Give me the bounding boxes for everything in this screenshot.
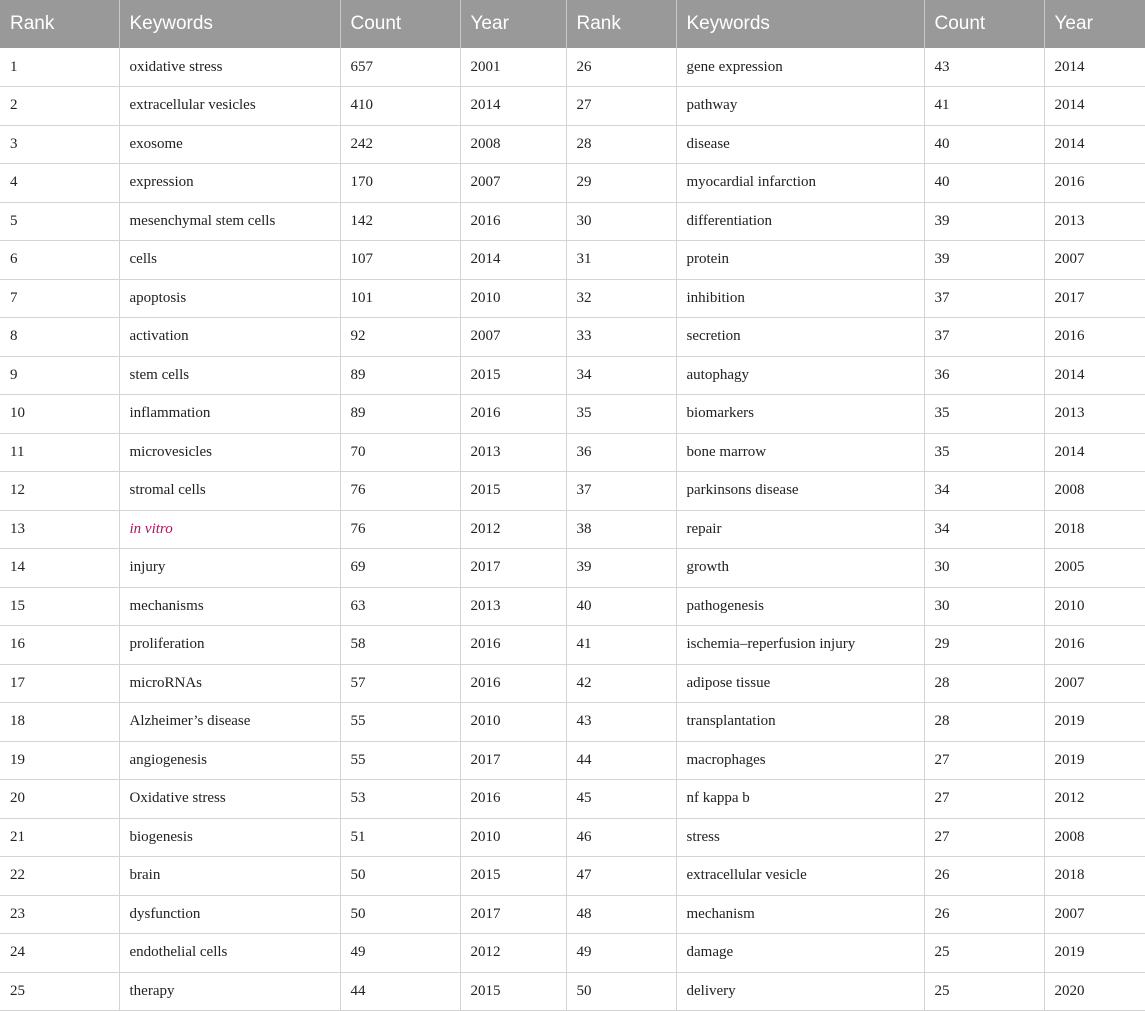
- cell-keyword-2: growth: [676, 549, 924, 588]
- cell-rank: 5: [0, 202, 119, 241]
- cell-year-2: 2013: [1044, 202, 1145, 241]
- cell-rank-2: 32: [566, 279, 676, 318]
- cell-rank-2: 37: [566, 472, 676, 511]
- cell-year-2: 2020: [1044, 972, 1145, 1011]
- cell-rank: 18: [0, 703, 119, 742]
- cell-year: 2013: [460, 433, 566, 472]
- cell-count: 657: [340, 48, 460, 87]
- cell-rank: 13: [0, 510, 119, 549]
- cell-keyword: brain: [119, 857, 340, 896]
- table-row: [0, 433, 1145, 472]
- cell-count-2: 40: [924, 164, 1044, 203]
- cell-year: 2010: [460, 818, 566, 857]
- table-row: [0, 857, 1145, 896]
- cell-rank: 12: [0, 472, 119, 511]
- cell-year-2: 2013: [1044, 395, 1145, 434]
- table-row: [0, 818, 1145, 857]
- cell-year: 2016: [460, 780, 566, 819]
- cell-year-2: 2007: [1044, 241, 1145, 280]
- cell-year: 2015: [460, 972, 566, 1011]
- cell-year: 2015: [460, 857, 566, 896]
- cell-keyword: mesenchymal stem cells: [119, 202, 340, 241]
- cell-count: 51: [340, 818, 460, 857]
- table-row: [0, 741, 1145, 780]
- cell-count-2: 35: [924, 433, 1044, 472]
- table-row: [0, 472, 1145, 511]
- cell-year-2: 2014: [1044, 87, 1145, 126]
- cell-count-2: 34: [924, 510, 1044, 549]
- header-year: Year: [460, 0, 566, 48]
- cell-count-2: 30: [924, 587, 1044, 626]
- cell-year: 2017: [460, 895, 566, 934]
- cell-count-2: 30: [924, 549, 1044, 588]
- cell-year-2: 2018: [1044, 510, 1145, 549]
- cell-year: 2016: [460, 664, 566, 703]
- cell-year-2: 2014: [1044, 48, 1145, 87]
- cell-count: 50: [340, 857, 460, 896]
- cell-rank: 4: [0, 164, 119, 203]
- table-row: [0, 703, 1145, 742]
- cell-count: 55: [340, 741, 460, 780]
- cell-count-2: 27: [924, 741, 1044, 780]
- cell-count: 53: [340, 780, 460, 819]
- cell-count: 57: [340, 664, 460, 703]
- cell-keyword-2: biomarkers: [676, 395, 924, 434]
- cell-keyword: Alzheimer’s disease: [119, 703, 340, 742]
- table-row: [0, 395, 1145, 434]
- cell-keyword-2: macrophages: [676, 741, 924, 780]
- cell-year-2: 2010: [1044, 587, 1145, 626]
- table-row: [0, 202, 1145, 241]
- cell-rank-2: 40: [566, 587, 676, 626]
- cell-rank: 11: [0, 433, 119, 472]
- table-row: [0, 164, 1145, 203]
- cell-keyword: expression: [119, 164, 340, 203]
- cell-keyword: biogenesis: [119, 818, 340, 857]
- header-row: [0, 0, 1145, 48]
- cell-keyword: activation: [119, 318, 340, 357]
- cell-keyword: inflammation: [119, 395, 340, 434]
- cell-year: 2015: [460, 356, 566, 395]
- cell-rank-2: 29: [566, 164, 676, 203]
- header-rank: Rank: [10, 13, 55, 34]
- cell-rank-2: 36: [566, 433, 676, 472]
- cell-count-2: 41: [924, 87, 1044, 126]
- cell-count: 58: [340, 626, 460, 665]
- cell-keyword: proliferation: [119, 626, 340, 665]
- cell-count-2: 37: [924, 279, 1044, 318]
- cell-keyword-2: mechanism: [676, 895, 924, 934]
- cell-rank: 2: [0, 87, 119, 126]
- cell-count: 76: [340, 472, 460, 511]
- table-row: [0, 510, 1145, 549]
- cell-count: 101: [340, 279, 460, 318]
- cell-rank: 10: [0, 395, 119, 434]
- cell-year-2: 2018: [1044, 857, 1145, 896]
- cell-rank-2: 41: [566, 626, 676, 665]
- cell-year: 2012: [460, 934, 566, 973]
- cell-rank: 7: [0, 279, 119, 318]
- cell-rank: 15: [0, 587, 119, 626]
- cell-year-2: 2016: [1044, 626, 1145, 665]
- cell-count-2: 27: [924, 818, 1044, 857]
- cell-rank: 25: [0, 972, 119, 1011]
- cell-rank-2: 39: [566, 549, 676, 588]
- cell-rank-2: 44: [566, 741, 676, 780]
- cell-year: 2016: [460, 395, 566, 434]
- cell-count-2: 34: [924, 472, 1044, 511]
- cell-keyword-2: gene expression: [676, 48, 924, 87]
- cell-rank-2: 35: [566, 395, 676, 434]
- cell-keyword: therapy: [119, 972, 340, 1011]
- header-count: Count: [340, 0, 460, 48]
- cell-rank-2: 38: [566, 510, 676, 549]
- cell-year: 2010: [460, 279, 566, 318]
- cell-rank: 19: [0, 741, 119, 780]
- cell-year: 2014: [460, 241, 566, 280]
- cell-keyword-2: parkinsons disease: [676, 472, 924, 511]
- cell-rank-2: 28: [566, 125, 676, 164]
- cell-keyword: mechanisms: [119, 587, 340, 626]
- cell-count: 44: [340, 972, 460, 1011]
- cell-rank-2: 33: [566, 318, 676, 357]
- table-row: [0, 895, 1145, 934]
- cell-rank: 3: [0, 125, 119, 164]
- cell-year: 2017: [460, 741, 566, 780]
- cell-count-2: 28: [924, 664, 1044, 703]
- cell-year: 2001: [460, 48, 566, 87]
- header-year-2: Year: [1044, 0, 1145, 48]
- cell-keyword: microvesicles: [119, 433, 340, 472]
- cell-keyword-2: stress: [676, 818, 924, 857]
- cell-rank-2: 45: [566, 780, 676, 819]
- cell-count: 70: [340, 433, 460, 472]
- cell-year: 2017: [460, 549, 566, 588]
- cell-rank-2: 42: [566, 664, 676, 703]
- cell-rank-2: 43: [566, 703, 676, 742]
- table-row: [0, 934, 1145, 973]
- cell-year: 2014: [460, 87, 566, 126]
- cell-rank: 21: [0, 818, 119, 857]
- cell-keyword: oxidative stress: [119, 48, 340, 87]
- cell-count: 410: [340, 87, 460, 126]
- cell-year-2: 2014: [1044, 356, 1145, 395]
- cell-rank-2: 34: [566, 356, 676, 395]
- cell-rank-2: 31: [566, 241, 676, 280]
- cell-keyword-2: adipose tissue: [676, 664, 924, 703]
- cell-rank: 1: [0, 48, 119, 87]
- cell-rank: 6: [0, 241, 119, 280]
- cell-year-2: 2008: [1044, 472, 1145, 511]
- cell-keyword-2: disease: [676, 125, 924, 164]
- cell-count-2: 26: [924, 857, 1044, 896]
- cell-year-2: 2005: [1044, 549, 1145, 588]
- table-row: [0, 356, 1145, 395]
- table-row: [0, 664, 1145, 703]
- cell-year-2: 2008: [1044, 818, 1145, 857]
- cell-rank-2: 47: [566, 857, 676, 896]
- cell-keyword-2: inhibition: [676, 279, 924, 318]
- cell-keyword-2: myocardial infarction: [676, 164, 924, 203]
- cell-count-2: 40: [924, 125, 1044, 164]
- cell-keyword-2: pathogenesis: [676, 587, 924, 626]
- cell-keyword-2: protein: [676, 241, 924, 280]
- table-row: [0, 780, 1145, 819]
- cell-year-2: 2016: [1044, 164, 1145, 203]
- cell-keyword: stem cells: [119, 356, 340, 395]
- cell-rank-2: 46: [566, 818, 676, 857]
- cell-rank-2: 50: [566, 972, 676, 1011]
- cell-year-2: 2014: [1044, 433, 1145, 472]
- table-row: [0, 549, 1145, 588]
- cell-keyword: dysfunction: [119, 895, 340, 934]
- cell-count-2: 25: [924, 972, 1044, 1011]
- cell-count-2: 37: [924, 318, 1044, 357]
- cell-rank-2: 48: [566, 895, 676, 934]
- cell-keyword-2: autophagy: [676, 356, 924, 395]
- cell-rank: 20: [0, 780, 119, 819]
- cell-rank: 16: [0, 626, 119, 665]
- cell-count-2: 27: [924, 780, 1044, 819]
- cell-keyword-2: repair: [676, 510, 924, 549]
- cell-keyword: injury: [119, 549, 340, 588]
- table-row: [0, 87, 1145, 126]
- table-row: [0, 279, 1145, 318]
- cell-count-2: 36: [924, 356, 1044, 395]
- cell-rank: 9: [0, 356, 119, 395]
- cell-keyword: apoptosis: [119, 279, 340, 318]
- cell-year-2: 2019: [1044, 741, 1145, 780]
- cell-year-2: 2017: [1044, 279, 1145, 318]
- cell-keyword: microRNAs: [119, 664, 340, 703]
- cell-year: 2016: [460, 626, 566, 665]
- cell-count-2: 25: [924, 934, 1044, 973]
- table-row: [0, 972, 1145, 1011]
- cell-keyword: in vitro: [119, 510, 340, 549]
- cell-count: 170: [340, 164, 460, 203]
- cell-count-2: 39: [924, 241, 1044, 280]
- cell-rank-2: 49: [566, 934, 676, 973]
- cell-keyword: angiogenesis: [119, 741, 340, 780]
- cell-keyword: stromal cells: [119, 472, 340, 511]
- cell-count-2: 26: [924, 895, 1044, 934]
- cell-keyword-2: bone marrow: [676, 433, 924, 472]
- table-row: [0, 48, 1145, 87]
- cell-count: 63: [340, 587, 460, 626]
- cell-keyword-2: ischemia–reperfusion injury: [676, 626, 924, 665]
- header-rank-2: Rank: [566, 0, 676, 48]
- cell-rank-2: 26: [566, 48, 676, 87]
- cell-year: 2008: [460, 125, 566, 164]
- cell-keyword: endothelial cells: [119, 934, 340, 973]
- cell-year: 2016: [460, 202, 566, 241]
- cell-keyword-2: extracellular vesicle: [676, 857, 924, 896]
- cell-keyword-2: pathway: [676, 87, 924, 126]
- cell-count: 92: [340, 318, 460, 357]
- cell-year-2: 2019: [1044, 703, 1145, 742]
- table-row: [0, 318, 1145, 357]
- cell-count: 76: [340, 510, 460, 549]
- cell-keyword-2: secretion: [676, 318, 924, 357]
- cell-count: 89: [340, 356, 460, 395]
- cell-count: 89: [340, 395, 460, 434]
- cell-year-2: 2007: [1044, 664, 1145, 703]
- cell-count-2: 43: [924, 48, 1044, 87]
- cell-count: 55: [340, 703, 460, 742]
- cell-count: 49: [340, 934, 460, 973]
- cell-keyword-2: transplantation: [676, 703, 924, 742]
- cell-keyword-2: nf kappa b: [676, 780, 924, 819]
- cell-year: 2007: [460, 318, 566, 357]
- cell-count: 242: [340, 125, 460, 164]
- cell-keyword-2: differentiation: [676, 202, 924, 241]
- cell-year: 2010: [460, 703, 566, 742]
- header-keywords-2: Keywords: [676, 0, 924, 48]
- cell-keyword: exosome: [119, 125, 340, 164]
- cell-year: 2012: [460, 510, 566, 549]
- cell-keyword-2: delivery: [676, 972, 924, 1011]
- cell-year-2: 2007: [1044, 895, 1145, 934]
- cell-keyword: Oxidative stress: [119, 780, 340, 819]
- cell-count: 142: [340, 202, 460, 241]
- cell-rank: 14: [0, 549, 119, 588]
- table-body: [0, 48, 1145, 1011]
- cell-year-2: 2012: [1044, 780, 1145, 819]
- cell-rank: 22: [0, 857, 119, 896]
- cell-keyword: extracellular vesicles: [119, 87, 340, 126]
- cell-rank: 24: [0, 934, 119, 973]
- cell-year: 2007: [460, 164, 566, 203]
- cell-count-2: 39: [924, 202, 1044, 241]
- table-row: [0, 587, 1145, 626]
- cell-rank: 17: [0, 664, 119, 703]
- cell-count-2: 29: [924, 626, 1044, 665]
- cell-year-2: 2016: [1044, 318, 1145, 357]
- cell-count-2: 28: [924, 703, 1044, 742]
- cell-keyword: cells: [119, 241, 340, 280]
- cell-year-2: 2014: [1044, 125, 1145, 164]
- cell-rank-2: 27: [566, 87, 676, 126]
- cell-count: 50: [340, 895, 460, 934]
- cell-count-2: 35: [924, 395, 1044, 434]
- table-header: [0, 0, 1145, 48]
- table-row: [0, 125, 1145, 164]
- cell-year: 2013: [460, 587, 566, 626]
- cell-count: 69: [340, 549, 460, 588]
- table-row: [0, 241, 1145, 280]
- cell-count: 107: [340, 241, 460, 280]
- cell-rank: 23: [0, 895, 119, 934]
- cell-year: 2015: [460, 472, 566, 511]
- cell-rank: 8: [0, 318, 119, 357]
- header-count-2: Count: [924, 0, 1044, 48]
- header-keywords: Keywords: [119, 0, 340, 48]
- cell-rank-2: 30: [566, 202, 676, 241]
- table-row: [0, 626, 1145, 665]
- cell-keyword-2: damage: [676, 934, 924, 973]
- cell-year-2: 2019: [1044, 934, 1145, 973]
